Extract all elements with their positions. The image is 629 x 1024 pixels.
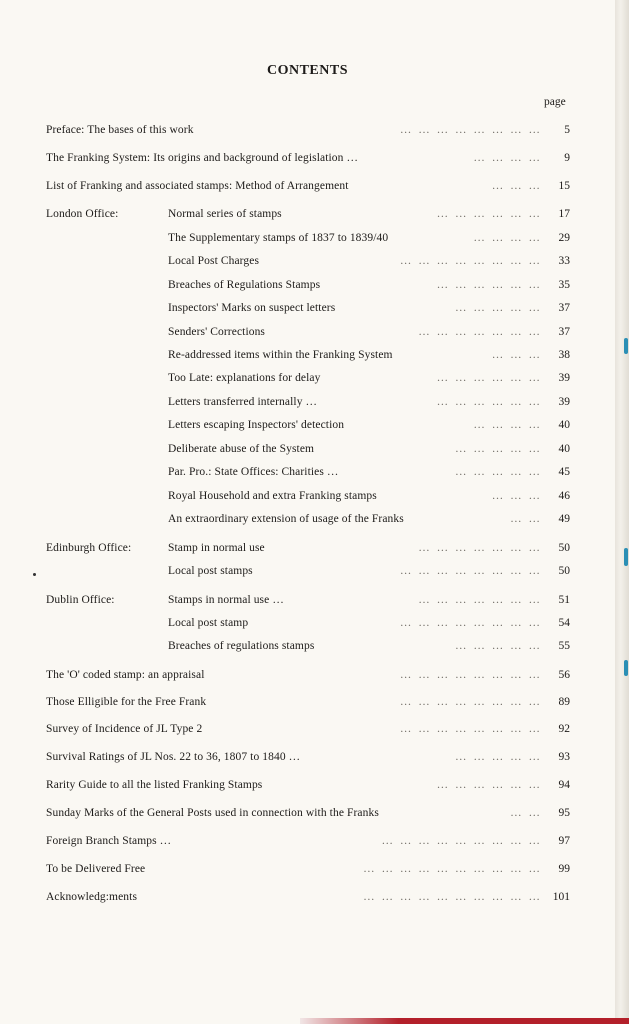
dot-leader: … … … … … … … … [399, 617, 542, 629]
page-number: 29 [558, 232, 570, 244]
entry-title: Royal Household and extra Franking stamps [168, 488, 383, 504]
toc-entry [46, 638, 570, 654]
entry-title: Stamp in normal use [168, 540, 271, 556]
toc-entry [46, 324, 570, 340]
page-number: 50 [558, 542, 570, 554]
dot-leader: … … … … [473, 419, 542, 431]
page-number: 99 [558, 863, 570, 875]
page-number: 35 [558, 279, 570, 291]
dot-leader: … … … … [473, 232, 542, 244]
page-number: 33 [558, 255, 570, 267]
dot-leader: … … … … … [455, 466, 542, 478]
page-number: 17 [558, 208, 570, 220]
entry-title: Stamps in normal use … [168, 592, 290, 608]
dot-leader: … … … … … … … … … … [363, 863, 542, 875]
page-number: 101 [552, 891, 570, 903]
toc-entry [46, 122, 570, 138]
toc-entry [46, 833, 570, 849]
toc-entry [46, 277, 570, 293]
toc-entry [46, 441, 570, 457]
toc-entry [46, 230, 570, 246]
page-number: 39 [558, 396, 570, 408]
page-number: 15 [558, 180, 570, 192]
page-number: 38 [558, 349, 570, 361]
entry-title: Senders' Corrections [168, 324, 271, 340]
page-number: 94 [558, 779, 570, 791]
entry-title: Normal series of stamps [168, 206, 288, 222]
cover-edge [300, 1018, 629, 1024]
dot-leader: … … … … … … … [418, 594, 542, 606]
entry-title: Local post stamp [168, 615, 254, 631]
edge-tab-mark [624, 548, 628, 566]
dot-leader: … … … … … … [436, 372, 542, 384]
page-number: 56 [558, 669, 570, 681]
ink-speck [33, 573, 36, 576]
section-heading: Dublin Office: [46, 594, 115, 606]
toc-entry [46, 540, 570, 556]
entry-title: Rarity Guide to all the listed Franking Stamps [46, 777, 268, 793]
dot-leader: … … … … … [455, 443, 542, 455]
dot-leader: … … … … … … … … … … [363, 891, 542, 903]
dot-leader: … … … … … … … … … [381, 835, 542, 847]
toc-entry [46, 805, 570, 821]
page-number: 55 [558, 640, 570, 652]
entry-title: Foreign Branch Stamps … [46, 833, 177, 849]
page-number: 5 [564, 124, 570, 136]
toc-entry [46, 178, 570, 194]
entry-title: Acknowledg:ments [46, 889, 143, 905]
dot-leader: … … … … … [455, 302, 542, 314]
toc-entry [46, 749, 570, 765]
entry-title: Survey of Incidence of JL Type 2 [46, 721, 208, 737]
page-number: 40 [558, 443, 570, 455]
toc-entry [46, 721, 570, 737]
page-number: 54 [558, 617, 570, 629]
page-number: 97 [558, 835, 570, 847]
toc-entry [46, 777, 570, 793]
toc-entry [46, 150, 570, 166]
page-number: 50 [558, 565, 570, 577]
toc-entry [46, 300, 570, 316]
toc-entry [46, 488, 570, 504]
dot-leader: … … … … … [455, 640, 542, 652]
entry-title: Sunday Marks of the General Posts used in connection with the Franks [46, 805, 385, 821]
page-number: 9 [564, 152, 570, 164]
page-number: 51 [558, 594, 570, 606]
entry-title: Too Late: explanations for delay [168, 370, 326, 386]
page-number: 46 [558, 490, 570, 502]
dot-leader: … … … … … … … … [399, 723, 542, 735]
entry-title: Survival Ratings of JL Nos. 22 to 36, 1807 to 1840 … [46, 749, 306, 765]
page-edge [615, 0, 629, 1024]
entry-title: Those Elligible for the Free Frank [46, 694, 212, 710]
dot-leader: … … … … … … [436, 279, 542, 291]
section-heading: Edinburgh Office: [46, 542, 132, 554]
toc-entry [46, 667, 570, 683]
entry-title: Letters transferred internally … [168, 394, 323, 410]
edge-tab-mark [624, 338, 628, 354]
entry-title: The 'O' coded stamp: an appraisal [46, 667, 211, 683]
toc-entry [46, 206, 570, 222]
toc-entry [46, 394, 570, 410]
entry-title: Preface: The bases of this work [46, 122, 200, 138]
dot-leader: … … … … … … … [418, 542, 542, 554]
entry-title: Breaches of regulations stamps [168, 638, 320, 654]
page-number: 49 [558, 513, 570, 525]
entry-title: List of Franking and associated stamps: Method of Arrangement [46, 178, 354, 194]
page-number: 95 [558, 807, 570, 819]
page-number: 93 [558, 751, 570, 763]
dot-leader: … … … … … … [436, 396, 542, 408]
entry-title: Local Post Charges [168, 253, 265, 269]
dot-leader: … … [510, 807, 542, 819]
toc-entry [46, 370, 570, 386]
toc-entry [46, 563, 570, 579]
edge-tab-mark [624, 660, 628, 676]
toc-entry [46, 347, 570, 363]
entry-title: Local post stamps [168, 563, 259, 579]
dot-leader: … … … … … … … … [399, 696, 542, 708]
dot-leader: … … … … … … … [418, 326, 542, 338]
page-number: 45 [558, 466, 570, 478]
entry-title: Par. Pro.: State Offices: Charities … [168, 464, 345, 480]
entry-title: Inspectors' Marks on suspect letters [168, 300, 341, 316]
entry-title: Letters escaping Inspectors' detection [168, 417, 350, 433]
page-number: 39 [558, 372, 570, 384]
entry-title: The Supplementary stamps of 1837 to 1839/40 [168, 230, 394, 246]
page-number: 89 [558, 696, 570, 708]
page-number: 40 [558, 419, 570, 431]
entry-title: Deliberate abuse of the System [168, 441, 320, 457]
dot-leader: … … … [491, 180, 542, 192]
dot-leader: … … … … … … [436, 208, 542, 220]
dot-leader: … … … … … … … … [399, 255, 542, 267]
contents-title: CONTENTS [266, 63, 349, 78]
dot-leader: … … … … … … [436, 779, 542, 791]
page-number: 37 [558, 302, 570, 314]
toc-entry [46, 253, 570, 269]
entry-title: Breaches of Regulations Stamps [168, 277, 326, 293]
dot-leader: … … [510, 513, 542, 525]
toc-entry [46, 464, 570, 480]
dot-leader: … … … … … … … … [399, 565, 542, 577]
page-column-label: page [544, 96, 566, 108]
dot-leader: … … … … … [455, 751, 542, 763]
dot-leader: … … … [491, 349, 542, 361]
toc-entry [46, 861, 570, 877]
dot-leader: … … … … [473, 152, 542, 164]
section-heading: London Office: [46, 208, 119, 220]
toc-entry [46, 694, 570, 710]
toc-entry [46, 615, 570, 631]
entry-title: To be Delivered Free [46, 861, 151, 877]
toc-entry [46, 592, 570, 608]
page-number: 92 [558, 723, 570, 735]
dot-leader: … … … [491, 490, 542, 502]
dot-leader: … … … … … … … … [399, 124, 542, 136]
toc-entry [46, 417, 570, 433]
toc-entry [46, 511, 570, 527]
entry-title: The Franking System: Its origins and background of legislation … [46, 150, 364, 166]
entry-title: An extraordinary extension of usage of the Franks [168, 511, 410, 527]
toc-entry [46, 889, 570, 905]
page-number: 37 [558, 326, 570, 338]
entry-title: Re-addressed items within the Franking System [168, 347, 399, 363]
dot-leader: … … … … … … … … [399, 669, 542, 681]
